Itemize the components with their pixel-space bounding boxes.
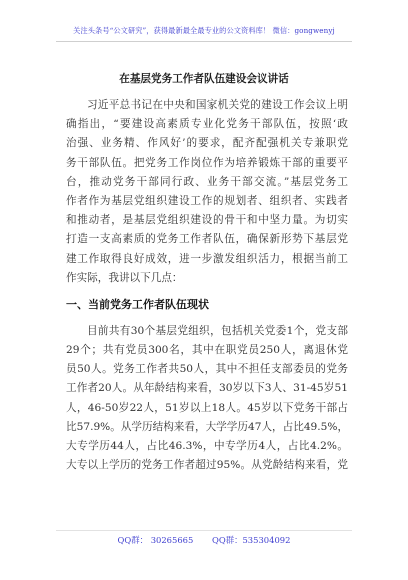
- intro-line: 确指出，“要建设高素质专业化党务干部队伍，按照‘政: [66, 118, 348, 131]
- section-line: 目前共有30个基层党组织，包括机关党委1个，党支部: [87, 324, 348, 337]
- intro-line: 台，推动党务干部同行政、业务干部交流。”基层党务工: [66, 175, 348, 188]
- section-heading: 一、当前党务工作者队伍现状: [66, 297, 209, 311]
- section-line: 29个；共有党员300名，其中在职党员250人，离退休党: [66, 344, 348, 357]
- section-line: 员50人。党务工作者共50人，其中不担任支部委员的党务: [66, 363, 348, 376]
- footer-qq-group-1: QQ群： 30265665: [117, 535, 194, 545]
- intro-line: 建工作取得良好成效，进一步激发组织活力，根据当前工: [66, 252, 348, 265]
- header-banner: 关注头条号“公文研究”，获得最新最全最专业的公文资料库！ 微信：gongwenyj: [73, 26, 335, 35]
- intro-line: 治强、业务精、作风好’的要求，配齐配强机关专兼职党: [66, 137, 348, 150]
- document-title: 在基层党务工作者队伍建设会议讲话: [119, 73, 289, 85]
- intro-line: 作者作为基层党组织建设工作的规划者、组织者、实践者: [66, 194, 348, 207]
- section-line: 比57.9%。从学历结构来看，大学学历47人，占比49.5%，: [66, 420, 349, 433]
- footer: [0, 534, 408, 546]
- section-line: 工作者20人。从年龄结构来看，30岁以下3人、31-45岁51: [66, 382, 348, 395]
- intro-line: 和推动者，是基层党组织建设的骨干和中坚力量。为切实: [66, 214, 348, 227]
- document-body: [66, 96, 348, 475]
- intro-line: 务干部队伍。把党务工作岗位作为培养锻炼干部的重要平: [66, 156, 348, 169]
- intro-line: 作实际，我讲以下几点：: [66, 271, 183, 284]
- section-line: 人，46-50岁22人，51岁以上18人。45岁以下党务干部占: [66, 401, 348, 414]
- intro-line: 打造一支高素质的党务工作者队伍，确保新形势下基层党: [66, 233, 348, 246]
- intro-line: 习近平总书记在中央和国家机关党的建设工作会议上明: [87, 99, 348, 111]
- footer-divider: [56, 530, 352, 531]
- section-line: 大专以上学历的党务工作者超过95%。从党龄结构来看，党: [66, 459, 348, 472]
- footer-qq-group-2: QQ群：535304092: [212, 535, 291, 545]
- section-line: 大专学历44人，占比46.3%，中专学历4人，占比4.2%。: [66, 440, 348, 452]
- header-divider: [56, 41, 352, 42]
